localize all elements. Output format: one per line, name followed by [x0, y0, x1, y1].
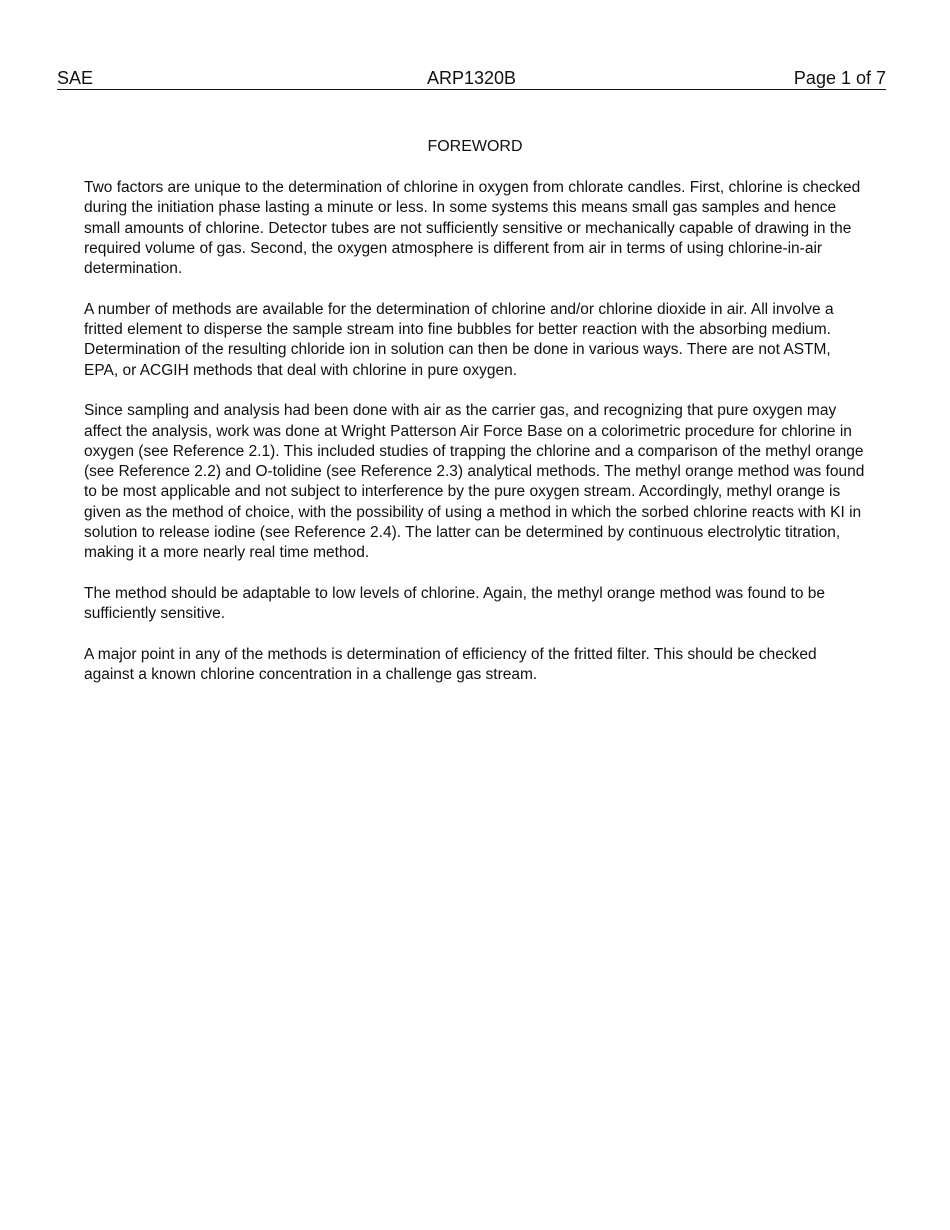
page-header [57, 67, 886, 90]
header-page-number: Page 1 of 7 [793, 68, 886, 88]
paragraph-2: A number of methods are available for the determination of chlorine and/or chlorine dioxide in air. All involve a fritted element to disperse the sample stream into fine bubbles for better reaction with the absorbing medium. Determination of the resulting chloride ion in solution can then be done in various ways. There are not ASTM, EPA, or ACGIH methods that deal with chlorine in pure oxygen. [84, 300, 834, 379]
paragraph-1: Two factors are unique to the determination of chlorine in oxygen from chlorate candles. First, chlorine is checked during the initiation phase lasting a minute or less. In some systems this means small gas samples and hence small amounts of chlorine. Detector tubes are not sufficiently sensitive or mechanically capable of drawing in the required volume of gas. Second, the oxygen atmosphere is different from air in terms of using chlorine-in-air determination. [84, 179, 861, 278]
section-title: FOREWORD [427, 138, 523, 155]
foreword-body [84, 178, 866, 706]
paragraph-4: The method should be adaptable to low levels of chlorine. Again, the methyl orange method was found to be sufficiently sensitive. [84, 584, 826, 623]
header-document-number: ARP1320B [426, 68, 517, 88]
paragraph-5: A major point in any of the methods is determination of efficiency of the fritted filter. This should be checked against a known chlorine concentration in a challenge gas stream. [84, 645, 817, 684]
header-organization: SAE [57, 68, 94, 88]
paragraph-3: Since sampling and analysis had been done with air as the carrier gas, and recognizing that pure oxygen may affect the analysis, work was done at Wright Patterson Air Force Base on a colorimetric procedure for chlorine in oxygen (see Reference 2.1). This included studies of trapping the chlorine and a comparison of the methyl orange (see Reference 2.2) and O-tolidine (see Reference 2.3) analytical methods. The methyl orange method was found to be most applicable and not subject to interference by the pure oxygen stream. Accordingly, methyl orange is given as the method of choice, with the possibility of using a method in which the sorbed chlorine reacts with KI in solution to release iodine (see Reference 2.4). The latter can be determined by continuous electrolytic titration, making it a more nearly real time method. [84, 402, 865, 562]
